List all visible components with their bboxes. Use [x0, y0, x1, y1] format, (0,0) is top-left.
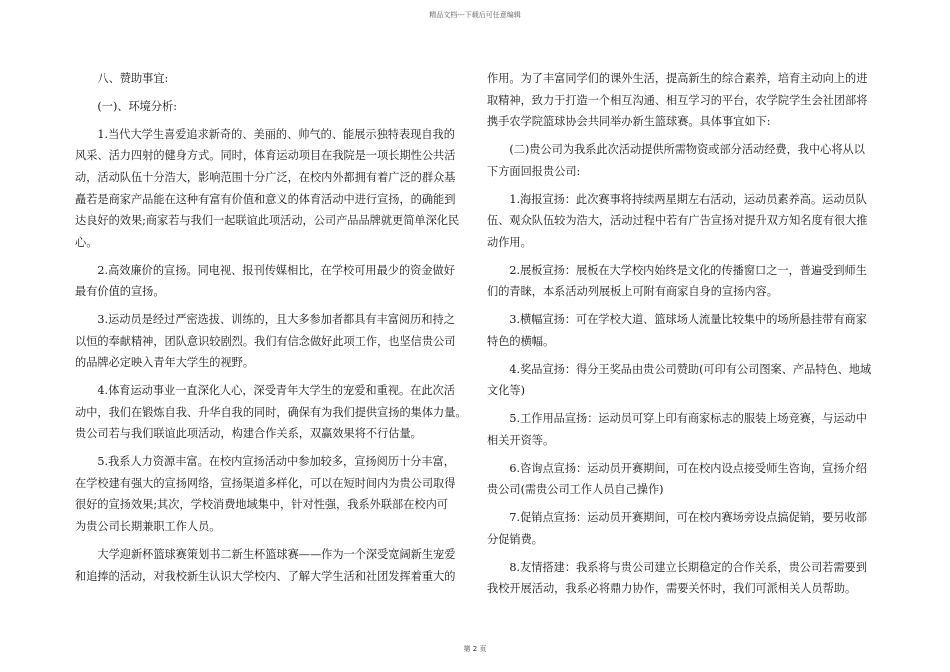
- item-1: [487, 189, 879, 254]
- text-line: 5.我系人力资源丰富。在校内宣扬活动中参加较多，宣扬阅历十分丰富，: [97, 455, 455, 469]
- text-line: 在学校建有强大的宣扬网络，宣扬渠道多样化，可以在短时间内为贵公司取得: [75, 476, 456, 490]
- item-8: [487, 557, 879, 600]
- section-heading: 八、赞助事宜:: [97, 72, 169, 85]
- page-header: 精品文档---下载后可任意编辑: [429, 11, 521, 19]
- intro-paragraph: [487, 68, 879, 133]
- right-column: [487, 68, 879, 606]
- text-line: 7.促销点宣扬：运动员开赛期间，可在校内赛场旁设点搞促销，要另收部: [509, 511, 867, 525]
- text-line: 动作用。: [487, 235, 532, 249]
- text-line: 携手农学院篮球协会共同举办新生篮球赛。具体事宜如下:: [487, 115, 771, 129]
- text-line: (二)贵公司为我系此次活动提供所需物资或部分活动经费，我中心将从以: [509, 143, 865, 157]
- text-line: 下方面回报贵公司:: [487, 164, 581, 178]
- text-line: 1.海报宣扬：此次赛事将持续两星期左右活动，运动员素养高。运动员队: [509, 192, 867, 206]
- text-line: 分促销费。: [487, 532, 543, 546]
- text-line: 最有价值的宣扬。: [75, 285, 165, 299]
- subsection-2: [487, 139, 879, 182]
- text-line: 文化等): [487, 384, 525, 398]
- text-line: 动中，我们在锻炼自我、升华自我的同时，确保有为我们提供宣扬的集体力量。: [75, 405, 467, 419]
- text-line: 很好的宣扬效果;其次，学校消费地域集中，针对性强，我系外联部在校内可: [75, 498, 448, 512]
- paragraph-1: [75, 124, 467, 254]
- page-number: 第 2 页: [463, 645, 487, 653]
- text-line: 以恒的奉献精神，团队意识较剧烈。我们有信念做好此项工作，也坚信贵公司: [75, 334, 456, 348]
- text-line: 作用。为了丰富同学们的课外生活，提高新生的综合素养，培育主动向上的进: [487, 72, 868, 85]
- text-line: 3.横幅宣扬：可在学校大道、篮球场人流量比较集中的场所悬挂带有商家: [509, 313, 867, 327]
- text-line: 风采、活力四射的健身方式。同时，体育运动项目在我院是一项长期性公共活: [75, 149, 456, 163]
- text-line: 伍、观众队伍较为浩大，活动过程中若有广告宣扬对提升双方知名度有很大推: [487, 214, 868, 228]
- left-column: [75, 68, 467, 593]
- text-line: 的品牌必定映入青年大学生的视野。: [75, 356, 255, 370]
- text-line: 心。: [75, 235, 98, 249]
- text-line: 取精神，致力于打造一个相互沟通、相互学习的平台，农学院学生会社团部将: [487, 93, 868, 107]
- text-line: 相关开资等。: [487, 433, 555, 447]
- text-line: 和追捧的活动，对我校新生认识大学校内、了解大学生活和社团发挥着重大的: [75, 569, 456, 583]
- paragraph-3: [75, 309, 467, 374]
- item-7: [487, 507, 879, 550]
- text-line: 动，活动队伍十分浩大，影响范围十分广泛，在校内外都拥有着广泛的群众基: [75, 170, 456, 184]
- text-line: 大学迎新杯篮球赛策划书二新生杯篮球赛——作为一个深受宽阔新生宠爱: [97, 547, 456, 561]
- paragraph-5: [75, 451, 467, 537]
- paragraph-6: [75, 544, 467, 587]
- text-line: 5.工作用品宣扬：运动员可穿上印有商家标志的服装上场竞赛，与运动中: [509, 412, 867, 426]
- text-line: 4.体育运动事业一直深化人心，深受青年大学生的宠爱和重视。在此次活: [97, 384, 455, 398]
- text-line: 2.高效廉价的宣扬。同电视、报刊传媒相比，在学校可用最少的资金做好: [97, 263, 455, 277]
- text-line: 贵公司若与我们联谊此项活动，构建合作关系，双赢效果将不行估量。: [75, 427, 422, 441]
- item-6: [487, 458, 879, 501]
- text-line: 6.咨询点宣扬：运动员开赛期间，可在校内设点接受师生咨询，宣扬介绍: [509, 461, 867, 475]
- text-line: 特色的横幅。: [487, 334, 555, 348]
- text-line: 达良好的效果;商家若与我们一起联谊此项活动，公司产品品牌就更简单深化民: [75, 214, 460, 228]
- text-line: 1.当代大学生喜爱追求新奇的、美丽的、帅气的、能展示独特表现自我的: [97, 127, 455, 141]
- item-2: [487, 260, 879, 303]
- paragraph-4: [75, 380, 467, 445]
- text-line: 8.友情搭建：我系将与贵公司建立长期稳定的合作关系，贵公司若需要到: [509, 560, 867, 574]
- item-5: [487, 408, 879, 451]
- text-line: 贵公司(需贵公司工作人员自己操作): [487, 483, 664, 497]
- text-line: 矗若是商家产品能在这种有富有价值和意义的体育活动中进行宣扬，的确能到: [75, 192, 456, 206]
- subsection-heading: (一)、环境分析:: [97, 99, 178, 113]
- item-4: [487, 359, 879, 402]
- item-3: [487, 309, 879, 352]
- text-line: 们的青睐，本系活动列展板上可附有商家自身的宣扬内容。: [487, 285, 778, 299]
- text-line: 为贵公司长期兼职工作人员。: [75, 520, 221, 534]
- text-line: 3.运动员是经过严密选拔、训练的，且大多参加者都具有丰富阅历和持之: [97, 313, 455, 327]
- text-line: 2.展板宣扬：展板在大学校内始终是文化的传播窗口之一，普遍受到师生: [509, 263, 867, 277]
- text-line: 4.奖品宣扬：得分王奖品由贵公司赞助(可印有公司图案、产品特色、地域: [509, 362, 872, 376]
- paragraph-2: [75, 260, 467, 303]
- text-line: 我校开展活动，我系必将鼎力协作，需要关怀时，我们可派相关人员帮助。: [487, 582, 857, 596]
